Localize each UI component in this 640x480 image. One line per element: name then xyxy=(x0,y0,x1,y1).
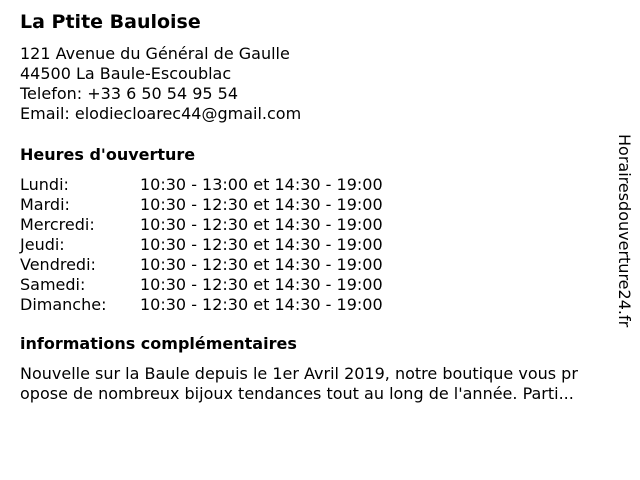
store-description xyxy=(20,364,628,404)
hours-row-friday xyxy=(20,255,383,275)
time-range: 10:30 - 12:30 et 14:30 - 19:00 xyxy=(140,215,383,234)
email-address: Email: elodiecloarec44@gmail.com xyxy=(20,104,302,123)
hours-row-sunday xyxy=(20,295,383,315)
address-street: 121 Avenue du Général de Gaulle xyxy=(20,44,290,63)
hours-row-monday xyxy=(20,175,383,195)
day-label: Mercredi: xyxy=(20,215,95,234)
hours-heading: Heures d'ouverture xyxy=(20,145,196,164)
day-label: Dimanche: xyxy=(20,295,107,314)
opening-hours-list xyxy=(20,175,383,315)
site-watermark xyxy=(612,134,636,344)
info-heading: informations complémentaires xyxy=(20,334,297,353)
description-line: opose de nombreux bijoux tendances tout au long de l'année. Parti... xyxy=(20,384,574,403)
day-label: Mardi: xyxy=(20,195,70,214)
time-range: 10:30 - 12:30 et 14:30 - 19:00 xyxy=(140,195,383,214)
day-label: Lundi: xyxy=(20,175,69,194)
store-name: La Ptite Bauloise xyxy=(20,11,201,33)
hours-row-tuesday xyxy=(20,195,383,215)
time-range: 10:30 - 12:30 et 14:30 - 19:00 xyxy=(140,295,383,314)
phone-number: Telefon: +33 6 50 54 95 54 xyxy=(20,84,239,103)
hours-row-wednesday xyxy=(20,215,383,235)
time-range: 10:30 - 12:30 et 14:30 - 19:00 xyxy=(140,235,383,254)
time-range: 10:30 - 12:30 et 14:30 - 19:00 xyxy=(140,255,383,274)
time-range: 10:30 - 13:00 et 14:30 - 19:00 xyxy=(140,175,383,194)
hours-row-thursday xyxy=(20,235,383,255)
day-label: Jeudi: xyxy=(20,235,65,254)
time-range: 10:30 - 12:30 et 14:30 - 19:00 xyxy=(140,275,383,294)
day-label: Samedi: xyxy=(20,275,86,294)
day-label: Vendredi: xyxy=(20,255,96,274)
contact-block xyxy=(20,44,301,124)
watermark-text: Horairesdouverture24.fr xyxy=(615,134,634,328)
hours-row-saturday xyxy=(20,275,383,295)
address-city: 44500 La Baule-Escoublac xyxy=(20,64,232,83)
description-line: Nouvelle sur la Baule depuis le 1er Avril 2019, notre boutique vous pr xyxy=(20,364,578,383)
